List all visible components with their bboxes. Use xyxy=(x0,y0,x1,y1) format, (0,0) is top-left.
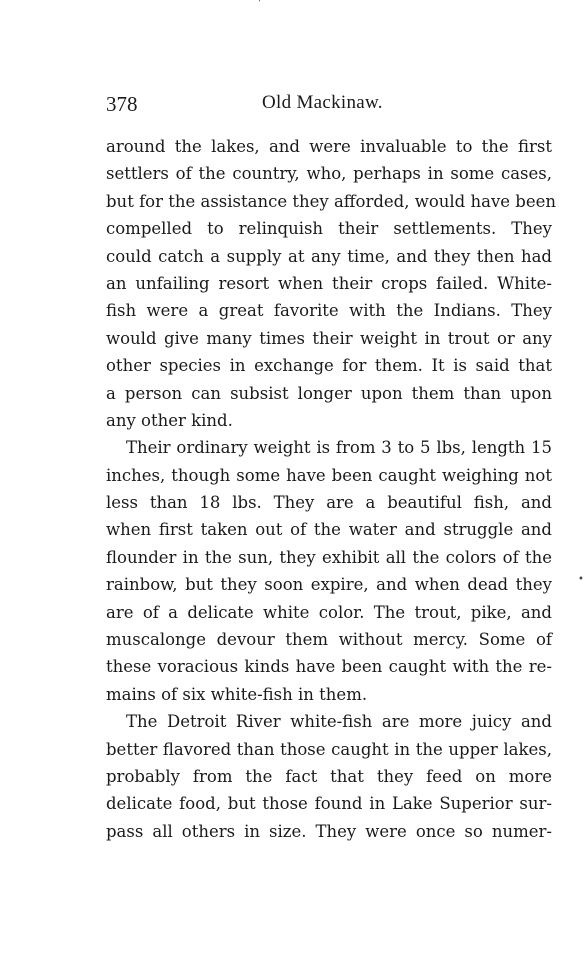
page-number: 378 xyxy=(106,92,138,116)
text-line: are of a delicate white color. The trout, pike, and xyxy=(106,602,552,622)
text-line: pass all others in size. They were once so numer- xyxy=(106,821,552,841)
page-header xyxy=(106,92,552,118)
text-line: other species in exchange for them. It is said that xyxy=(106,356,552,376)
paragraph-1 xyxy=(106,133,556,434)
text-line: Their ordinary weight is from 3 to 5 lbs, length 15 xyxy=(126,438,552,458)
text-line: inches, though some have been caught weighing not xyxy=(106,465,552,485)
text-line: a person can subsist longer upon them than upon xyxy=(106,383,552,403)
body-text xyxy=(106,133,556,845)
text-line: these voracious kinds have been caught with the re- xyxy=(106,657,552,677)
text-line: any other kind. xyxy=(106,410,233,430)
text-line: mains of six white-fish in them. xyxy=(106,684,368,704)
text-line: an unfailing resort when their crops failed. White- xyxy=(106,273,552,293)
text-line: flounder in the sun, they exhibit all the colors of the xyxy=(106,547,552,567)
running-title: Old Mackinaw. xyxy=(262,92,383,113)
text-line: rainbow, but they soon expire, and when dead they xyxy=(106,575,552,595)
text-line: but for the assistance they afforded, would have been xyxy=(106,191,556,211)
text-line: better flavored than those caught in the upper lakes, xyxy=(106,739,552,759)
text-line: less than 18 lbs. They are a beautiful fish, and xyxy=(106,493,552,513)
text-line: around the lakes, and were invaluable to the first xyxy=(106,137,552,156)
text-line: would give many times their weight in trout or any xyxy=(106,328,552,348)
text-line: when first taken out of the water and struggle and xyxy=(106,520,552,540)
paragraph-2 xyxy=(106,434,552,708)
text-line: muscalonge devour them without mercy. Some of xyxy=(106,630,552,650)
stray-mark-top: ' xyxy=(258,0,261,9)
text-line: could catch a supply at any time, and they then had xyxy=(106,246,552,266)
text-line: The Detroit River white-fish are more juicy and xyxy=(126,712,552,732)
paragraph-3 xyxy=(106,708,552,845)
text-line: probably from the fact that they feed on more xyxy=(106,766,552,786)
text-line: delicate food, but those found in Lake Superior sur- xyxy=(106,794,552,814)
text-line: compelled to relinquish their settlements. They xyxy=(106,219,552,239)
stray-mark-margin: • xyxy=(578,574,584,585)
text-line: fish were a great favorite with the Indians. They xyxy=(106,301,552,321)
text-line: settlers of the country, who, perhaps in some cases, xyxy=(106,164,552,184)
